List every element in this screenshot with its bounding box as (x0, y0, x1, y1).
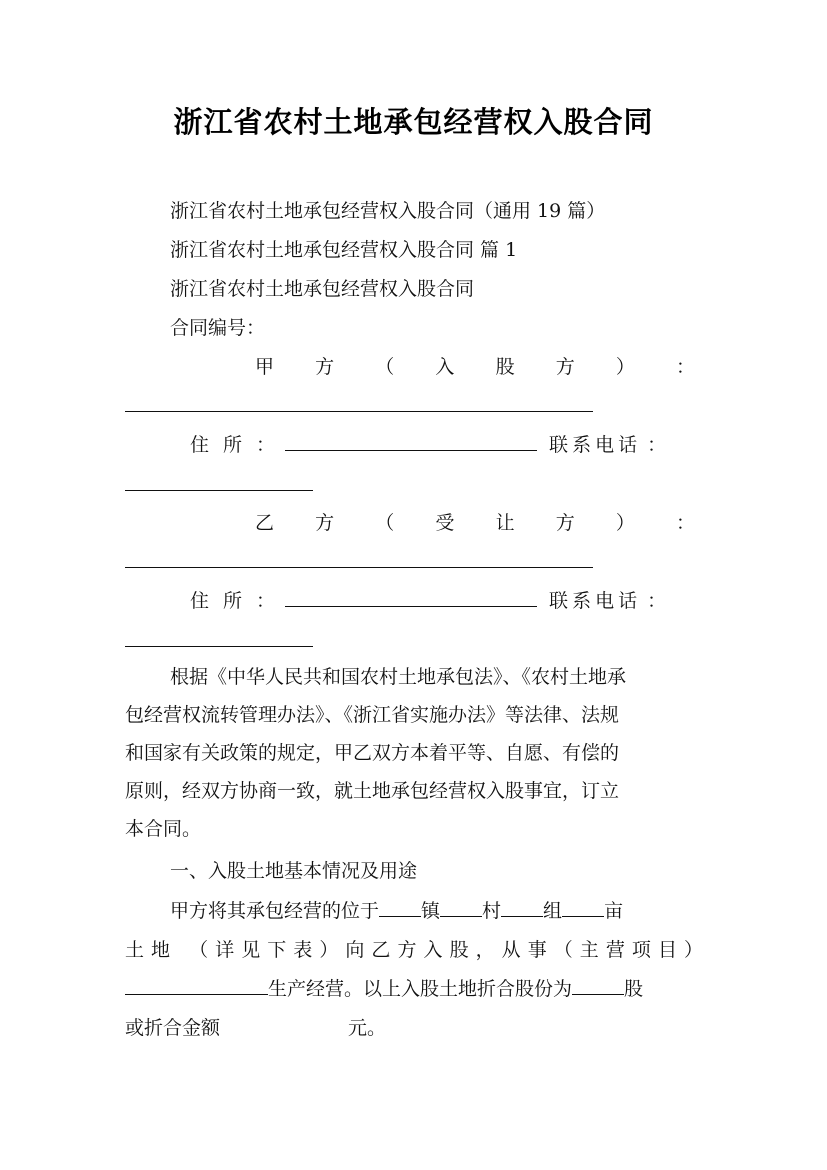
party-a-char: 入 (435, 356, 455, 378)
text-char: 表 (293, 939, 313, 961)
area-blank (562, 896, 604, 917)
business-project-blank (125, 974, 268, 995)
text-run: 村 (482, 900, 502, 922)
party-b-name-blank (125, 567, 593, 568)
party-b-contact-row (190, 586, 695, 616)
party-b-char: （ (375, 512, 395, 534)
share-count-blank (572, 974, 624, 995)
group-blank (501, 896, 543, 917)
preamble-line: 原则，经双方协商一致，就土地承包经营权入股事宜，订立 (125, 780, 620, 802)
town-blank (379, 896, 421, 917)
party-a-name-blank (125, 411, 593, 412)
party-b-char: 乙 (255, 512, 275, 534)
document-title: 浙江省农村土地承包经营权入股合同 (173, 105, 654, 139)
toc-line-3: 浙江省农村土地承包经营权入股合同 (170, 278, 475, 300)
section-1-line-3 (125, 974, 703, 1004)
party-b-char: 方 (315, 512, 335, 534)
text-char: 股 (449, 939, 469, 961)
address-label-char: ： (256, 590, 276, 612)
party-a-char: ） (615, 356, 635, 378)
toc-line-2: 浙江省农村土地承包经营权入股合同 篇 1 (170, 239, 518, 261)
text-run: 亩 (604, 900, 624, 922)
text-run: 或折合金额 (125, 1017, 221, 1039)
text-char: 主 (579, 939, 599, 961)
phone-label-char: ： (647, 590, 667, 612)
party-a-char: ： (675, 356, 695, 378)
address-label-char: 住 (190, 590, 210, 612)
address-label-char: 所 (223, 590, 243, 612)
phone-label-char: 联 (549, 590, 569, 612)
party-b-label (255, 508, 695, 538)
text-char: 方 (397, 939, 417, 961)
preamble-line: 和国家有关政策的规定，甲乙双方本着平等、自愿、有偿的 (125, 742, 620, 764)
address-label-char: ： (256, 434, 276, 456)
party-a-char: 股 (495, 356, 515, 378)
section-1-line-4 (125, 1013, 703, 1043)
party-b-char: 让 (495, 512, 515, 534)
phone-label-char: ： (647, 434, 667, 456)
phone-label-char: 话 (618, 434, 638, 456)
section-1-line-1 (170, 896, 703, 926)
text-char: ， (475, 939, 495, 961)
party-b-char: ： (675, 512, 695, 534)
party-a-label (255, 352, 695, 382)
address-label-char: 所 (223, 434, 243, 456)
section-1-heading: 一、入股土地基本情况及用途 (170, 860, 418, 882)
text-run: 甲方将其承包经营的位于 (170, 900, 380, 922)
text-char: 入 (423, 939, 443, 961)
party-b-phone-blank (125, 646, 313, 647)
text-char: 从 (501, 939, 521, 961)
village-blank (440, 896, 482, 917)
text-char: 土 (125, 939, 145, 961)
text-run: 股 (624, 978, 644, 1000)
party-b-address-blank (285, 586, 537, 607)
text-char: ） (319, 939, 339, 961)
party-b-char: ） (615, 512, 635, 534)
toc-line-1: 浙江省农村土地承包经营权入股合同（通用 19 篇） (170, 200, 606, 222)
text-char: （ (553, 939, 573, 961)
phone-label-char: 联 (549, 434, 569, 456)
text-char: 项 (631, 939, 651, 961)
phone-label-char: 电 (595, 434, 615, 456)
text-char: 乙 (371, 939, 391, 961)
text-char: 详 (215, 939, 235, 961)
preamble-line: 包经营权流转管理办法》、《浙江省实施办法》等法律、法规 (125, 704, 620, 726)
phone-label-char: 系 (572, 434, 592, 456)
text-char: 事 (527, 939, 547, 961)
text-run: 组 (543, 900, 563, 922)
text-char: 下 (267, 939, 287, 961)
party-a-char: （ (375, 356, 395, 378)
text-char: 目 (657, 939, 677, 961)
party-a-contact-row (190, 430, 695, 460)
party-a-char: 甲 (255, 356, 275, 378)
text-char: 向 (345, 939, 365, 961)
address-label-char: 住 (190, 434, 210, 456)
text-char: 见 (241, 939, 261, 961)
preamble-line: 根据《中华人民共和国农村土地承包法》、《农村土地承 (170, 666, 627, 688)
text-char: 营 (605, 939, 625, 961)
text-char: （ (189, 939, 209, 961)
section-1-line-2 (125, 935, 703, 965)
text-run: 镇 (421, 900, 441, 922)
phone-label-char: 系 (572, 590, 592, 612)
preamble-line: 本合同。 (125, 818, 202, 840)
party-a-char: 方 (555, 356, 575, 378)
text-run: 元。 (348, 1017, 387, 1039)
party-b-char: 受 (435, 512, 455, 534)
phone-label-char: 电 (595, 590, 615, 612)
text-char: ） (683, 939, 703, 961)
phone-label-char: 话 (618, 590, 638, 612)
party-a-phone-blank (125, 490, 313, 491)
party-a-char: 方 (315, 356, 335, 378)
party-b-char: 方 (555, 512, 575, 534)
contract-number-label: 合同编号： (170, 317, 266, 339)
text-char: 地 (151, 939, 171, 961)
party-a-address-blank (285, 430, 537, 451)
text-run: 生产经营。以上入股土地折合股份为 (268, 978, 573, 1000)
